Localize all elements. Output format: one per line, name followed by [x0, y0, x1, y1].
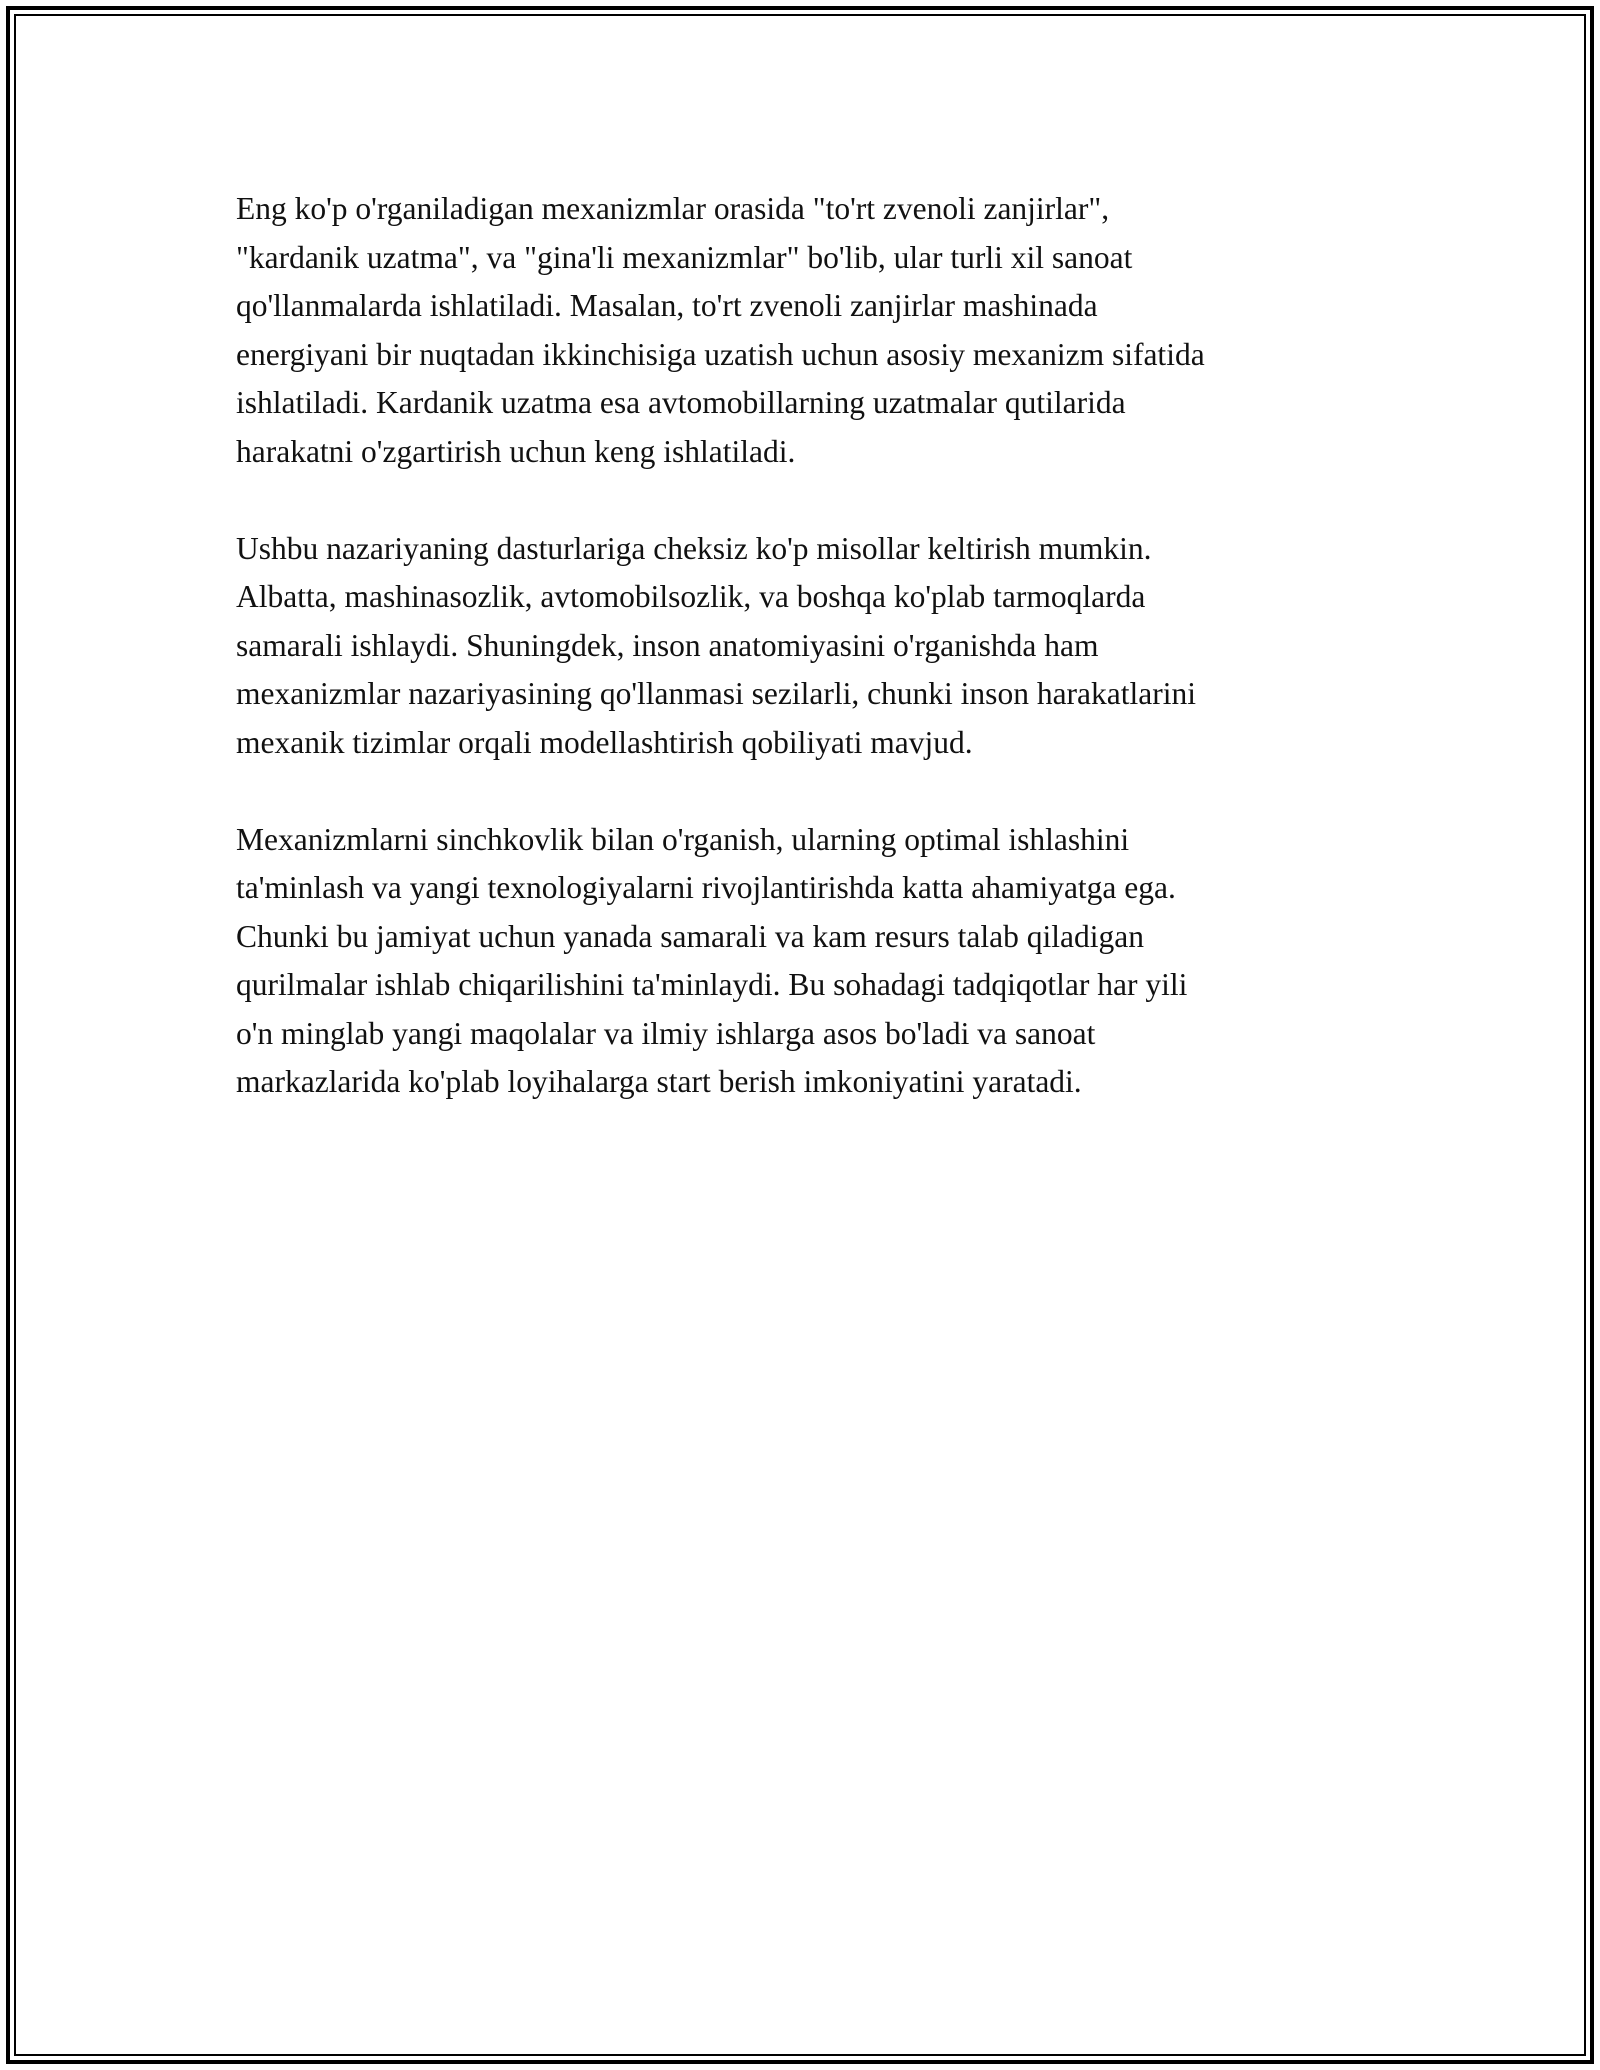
text-line: qo'llanmalarda ishlatiladi. Masalan, to'rt zvenoli zanjirlar mashinada: [236, 288, 1098, 323]
text-line: harakatni o'zgartirish uchun keng ishlatiladi.: [236, 433, 796, 469]
text-line: ta'minlash va yangi texnologiyalarni rivojlantirishda katta ahamiyatga ega.: [236, 870, 1176, 905]
text-line: samarali ishlaydi. Shuningdek, inson anatomiyasini o'rganishda ham: [236, 627, 1099, 663]
paragraph-1: [236, 185, 1376, 476]
text-line: ishlatiladi. Kardanik uzatma esa avtomobillarning uzatmalar qutilarida: [236, 385, 1126, 420]
text-line: Mexanizmlarni sinchkovlik bilan o'rganish, ularning optimal ishlashini: [236, 821, 1130, 857]
text-line: Chunki bu jamiyat uchun yanada samarali va kam resurs talab qiladigan: [236, 918, 1144, 954]
paragraph-3: [236, 816, 1376, 1107]
text-line: Albatta, mashinasozlik, avtomobilsozlik, va boshqa ko'plab tarmoqlarda: [236, 579, 1146, 614]
text-line: mexanik tizimlar orqali modellashtirish qobiliyati mavjud.: [236, 724, 973, 760]
text-line: energiyani bir nuqtadan ikkinchisiga uzatish uchun asosiy mexanizm sifatida: [236, 336, 1205, 372]
text-line: Eng ko'p o'rganiladigan mexanizmlar orasida "to'rt zvenoli zanjirlar",: [236, 191, 1110, 226]
text-line: qurilmalar ishlab chiqarilishini ta'minlaydi. Bu sohadagi tadqiqotlar har yili: [236, 967, 1188, 1002]
text-line: markazlarida ko'plab loyihalarga start berish imkoniyatini yaratadi.: [236, 1064, 1082, 1099]
text-line: mexanizmlar nazariyasining qo'llanmasi sezilarli, chunki inson harakatlarini: [236, 676, 1196, 711]
text-line: "kardanik uzatma", va "gina'li mexanizmlar" bo'lib, ular turli xil sanoat: [236, 239, 1133, 275]
text-line: Ushbu nazariyaning dasturlariga cheksiz ko'p misollar keltirish mumkin.: [236, 530, 1152, 566]
text-line: o'n minglab yangi maqolalar va ilmiy ishlarga asos bo'ladi va sanoat: [236, 1015, 1096, 1051]
paragraph-2: [236, 525, 1376, 768]
document-body: [236, 185, 1376, 1155]
